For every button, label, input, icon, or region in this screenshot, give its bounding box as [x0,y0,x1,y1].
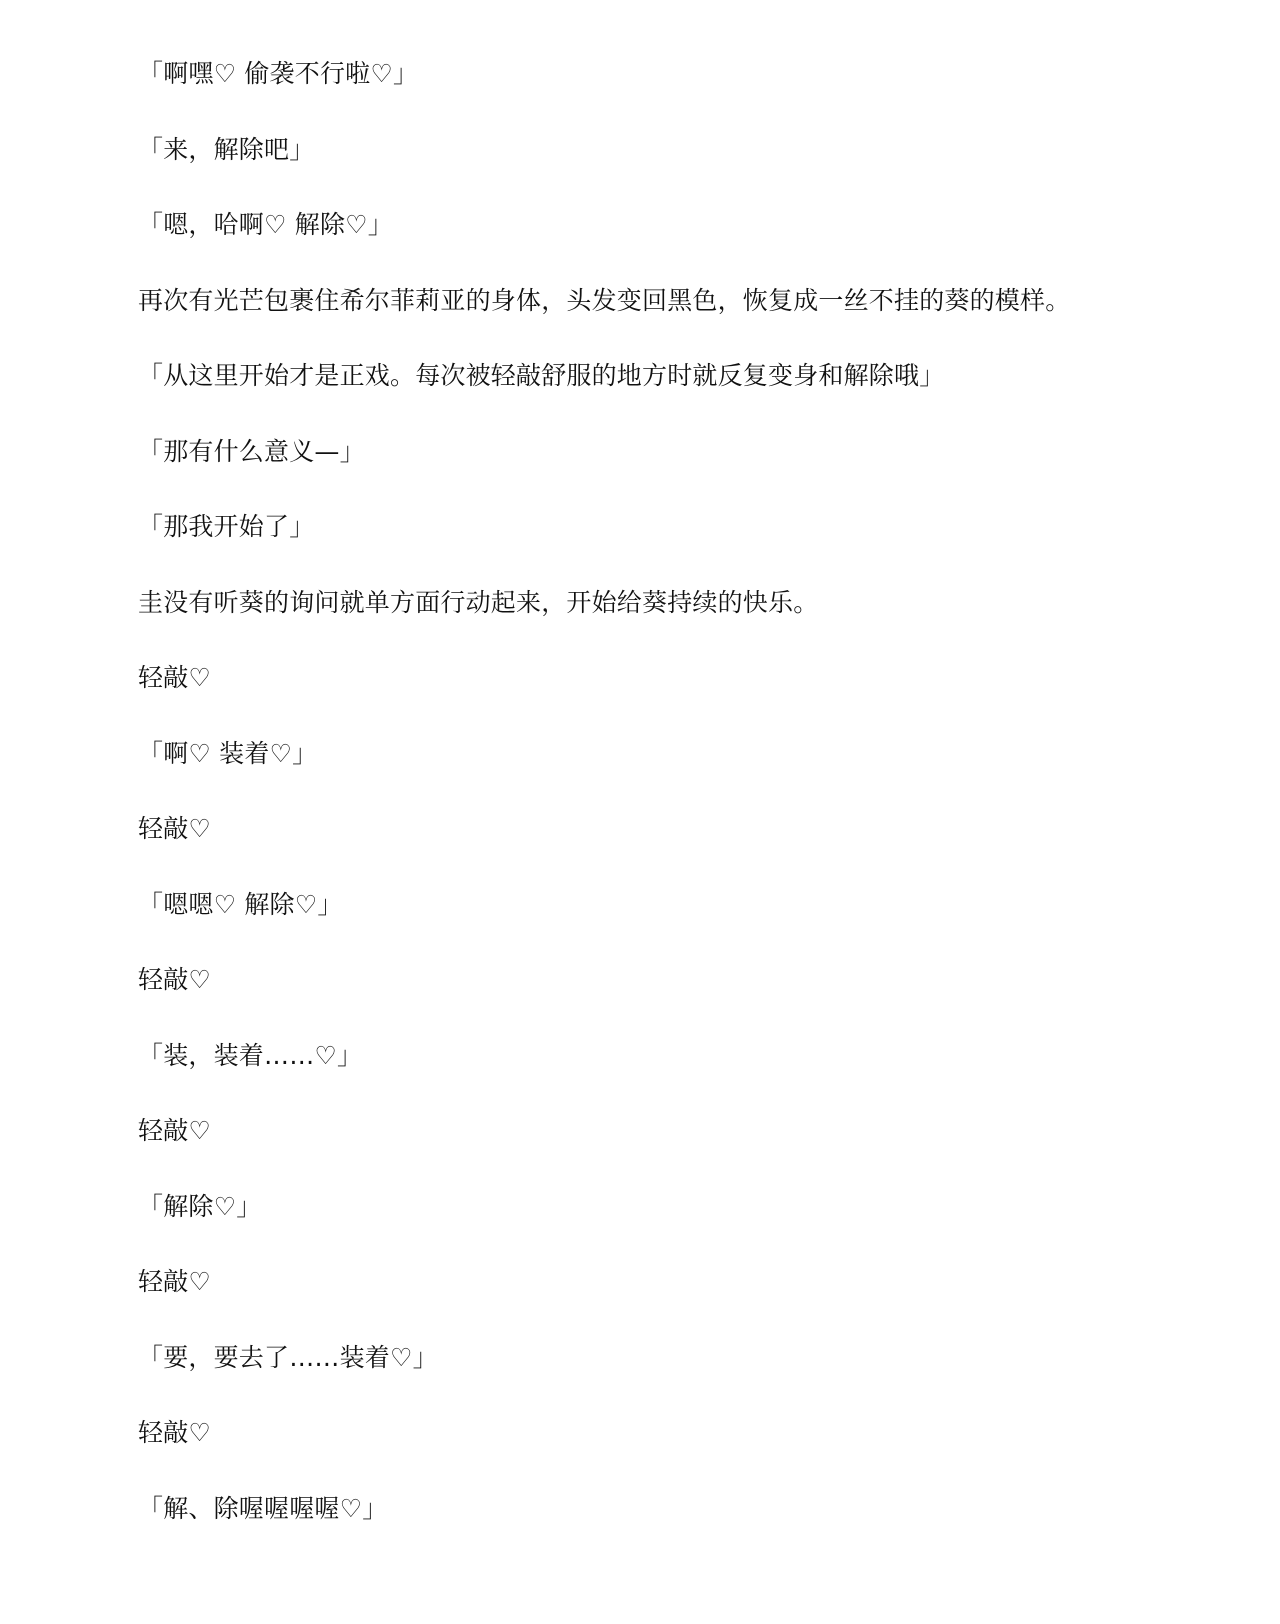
text-line-1: 「啊嘿♡ 偷袭不行啦♡」 [138,59,419,88]
text-line-10: 「啊♡ 装着♡」 [138,738,318,768]
text-line-8: 圭没有听葵的询问就单方面行动起来，开始给葵持续的快乐。 [138,587,819,617]
text-line-18: 「要，要去了……装着♡」 [138,1342,438,1372]
text-line-9: 轻敲♡ [138,663,212,692]
text-line-19: 轻敲♡ [138,1418,212,1447]
text-line-6: 「那有什么意义—」 [138,436,365,466]
text-line-7: 「那我开始了」 [138,512,315,541]
text-line-20: 「解、除喔喔喔喔♡」 [138,1493,388,1523]
text-line-16: 「解除♡」 [138,1191,262,1221]
text-line-11: 轻敲♡ [138,814,212,843]
text-line-4: 再次有光芒包裹住希尔菲莉亚的身体，头发变回黑色，恢复成一丝不挂的葵的模样。 [138,285,1071,315]
text-line-13: 轻敲♡ [138,965,212,994]
text-line-2: 「来，解除吧」 [138,134,315,164]
text-line-15: 轻敲♡ [138,1116,212,1145]
text-line-5: 「从这里开始才是正戏。每次被轻敲舒服的地方时就反复变身和解除哦」 [138,361,945,390]
text-line-12: 「嗯嗯♡ 解除♡」 [138,889,343,919]
text-line-17: 轻敲♡ [138,1267,212,1296]
text-line-3: 「嗯，哈啊♡ 解除♡」 [138,210,393,239]
text-line-14: 「装，装着……♡」 [138,1040,363,1070]
text-body [138,52,1198,1562]
